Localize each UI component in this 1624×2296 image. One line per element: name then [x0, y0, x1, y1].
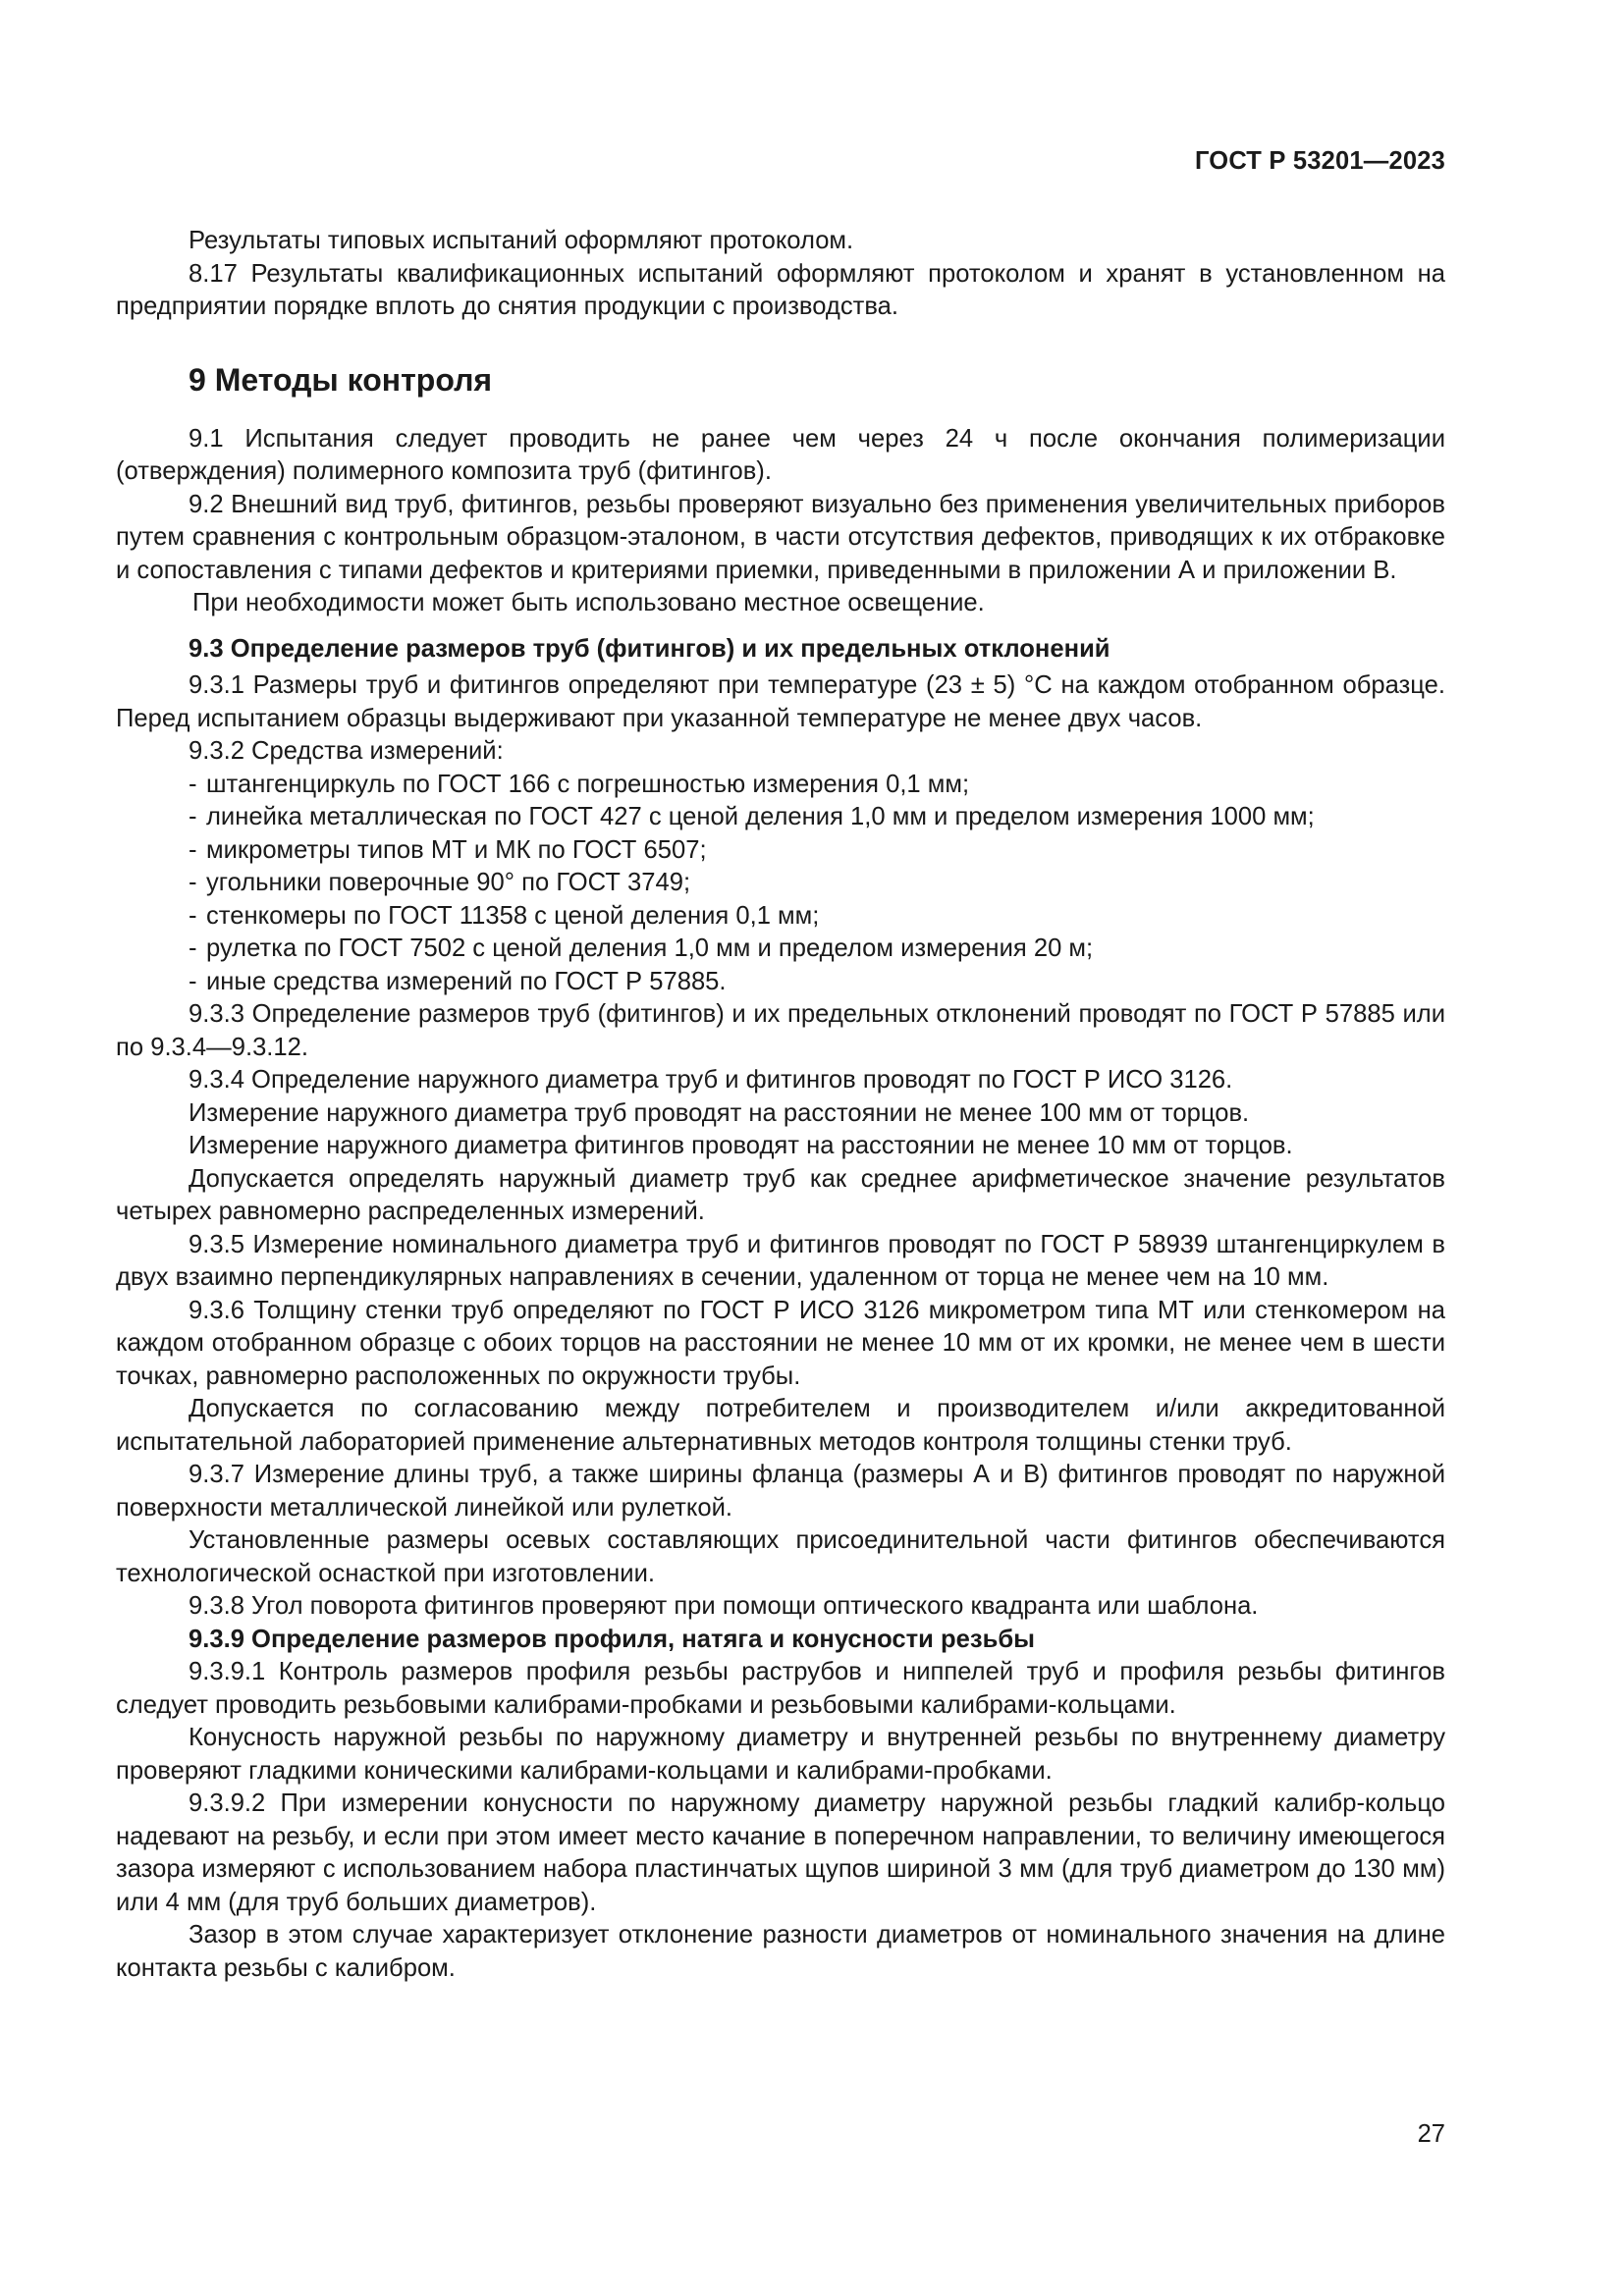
paragraph: Результаты типовых испытаний оформляют протоколом.	[189, 227, 854, 254]
paragraph: 9.3.6 Толщину стенки труб определяют по ГОСТ Р ИСО 3126 микрометром типа МТ или стенкомером на каждом отобранном образце с обоих торцов на расстоянии не менее 10 мм от их кромки, не менее чем в шести точках, равномерно расположенных по окружности трубы.	[116, 1296, 1445, 1390]
paragraph: 9.3.2 Средства измерений:	[189, 737, 504, 765]
list-item: - линейка металлическая по ГОСТ 427 с ценой деления 1,0 мм и пределом измерения 1000 мм;	[189, 801, 1445, 834]
paragraph: 9.3.4 Определение наружного диаметра труб и фитингов проводят по ГОСТ Р ИСО 3126.	[189, 1066, 1233, 1094]
paragraph: 8.17 Результаты квалификационных испытаний оформляют протоколом и хранят в установленном на предприятии порядке вплоть до снятия продукции с производства.	[116, 259, 1445, 320]
paragraph: Измерение наружного диаметра труб проводят на расстоянии не менее 100 мм от торцов.	[189, 1098, 1250, 1127]
paragraph: Допускается по согласованию между потребителем и производителем и/или аккредитованной испытательной лабораторией применение альтернативных методов контроля толщины стенки труб.	[116, 1395, 1445, 1456]
paragraph: 9.3.7 Измерение длины труб, а также ширины фланца (размеры А и В) фитингов проводят по наружной поверхности металлической линейкой или рулеткой.	[116, 1461, 1445, 1522]
document-code-header: ГОСТ Р 53201—2023	[1194, 147, 1445, 175]
section-heading: 9 Методы контроля	[189, 361, 493, 398]
paragraph: 9.3.9.2 При измерении конусности по наружному диаметру наружной резьбы гладкий калибр-кольцо надевают на резьбу, и если при этом имеет место качание в поперечном направлении, то величину имеющегося зазора измеряют с использованием набора пластинчатых щупов шириной 3 мм (для труб диаметром до 130 мм) или 4 мм (для труб больших диаметров).	[116, 1789, 1445, 1916]
list-item: - стенкомеры по ГОСТ 11358 с ценой деления 0,1 мм;	[189, 900, 1445, 934]
paragraph: 9.3.3 Определение размеров труб (фитингов) и их предельных отклонений проводят по ГОСТ Р 57885 или по 9.3.4—9.3.12.	[116, 1000, 1445, 1061]
measuring-tools-list	[116, 769, 1445, 999]
subsection-heading: 9.3 Определение размеров труб (фитингов) и их предельных отклонений	[189, 634, 1110, 663]
paragraph: 9.3.8 Угол поворота фитингов проверяют при помощи оптического квадранта или шаблона.	[189, 1592, 1259, 1620]
paragraph: При необходимости может быть использовано местное освещение.	[192, 589, 985, 616]
paragraph: 9.1 Испытания следует проводить не ранее чем через 24 ч после окончания полимеризации (отверждения) полимерного композита труб (фитингов).	[116, 424, 1445, 485]
list-item: - иные средства измерений по ГОСТ Р 57885.	[189, 966, 1445, 999]
paragraph: Конусность наружной резьбы по наружному диаметру и внутренней резьбы по внутреннему диаметру проверяют гладкими коническими калибрами-кольцами и калибрами-пробками.	[116, 1724, 1445, 1785]
paragraph: Установленные размеры осевых составляющих присоединительной части фитингов обеспечиваются технологической оснасткой при изготовлении.	[116, 1526, 1445, 1587]
list-item: - рулетка по ГОСТ 7502 с ценой деления 1,0 мм и пределом измерения 20 м;	[189, 933, 1445, 966]
paragraph: Измерение наружного диаметра фитингов проводят на расстоянии не менее 10 мм от торцов.	[189, 1132, 1293, 1159]
list-item: - микрометры типов МТ и МК по ГОСТ 6507;	[189, 834, 1445, 868]
list-item: - штангенциркуль по ГОСТ 166 с погрешностью измерения 0,1 мм;	[189, 769, 1445, 802]
list-item: - угольники поверочные 90° по ГОСТ 3749;	[189, 867, 1445, 900]
page-number: 27	[1417, 2120, 1445, 2148]
page-body	[116, 225, 1445, 1985]
subsubsection-heading: 9.3.9 Определение размеров профиля, натяга и конусности резьбы	[189, 1625, 1036, 1653]
paragraph: 9.2 Внешний вид труб, фитингов, резьбы проверяют визуально без применения увеличительных приборов путем сравнения с контрольным образцом-эталоном, в части отсутствия дефектов, приводящих к их отбраковке и сопоставления с типами дефектов и критериями приемки, приведенными в приложении А и приложении В.	[116, 490, 1445, 584]
paragraph: Допускается определять наружный диаметр труб как среднее арифметическое значение результатов четырех равномерно распределенных измерений.	[116, 1164, 1445, 1225]
paragraph: 9.3.5 Измерение номинального диаметра труб и фитингов проводят по ГОСТ Р 58939 штангенциркулем в двух взаимно перпендикулярных направлениях в сечении, удаленном от торца не менее чем на 10 мм.	[116, 1230, 1445, 1291]
paragraph: 9.3.1 Размеры труб и фитингов определяют при температуре (23 ± 5) °С на каждом отобранном образце. Перед испытанием образцы выдерживают при указанной температуре не менее двух часов.	[116, 671, 1445, 732]
paragraph: Зазор в этом случае характеризует отклонение разности диаметров от номинального значения на длине контакта резьбы с калибром.	[116, 1921, 1445, 1982]
paragraph: 9.3.9.1 Контроль размеров профиля резьбы раструбов и ниппелей труб и профиля резьбы фитингов следует проводить резьбовыми калибрами-пробками и резьбовыми калибрами-кольцами.	[116, 1658, 1445, 1719]
